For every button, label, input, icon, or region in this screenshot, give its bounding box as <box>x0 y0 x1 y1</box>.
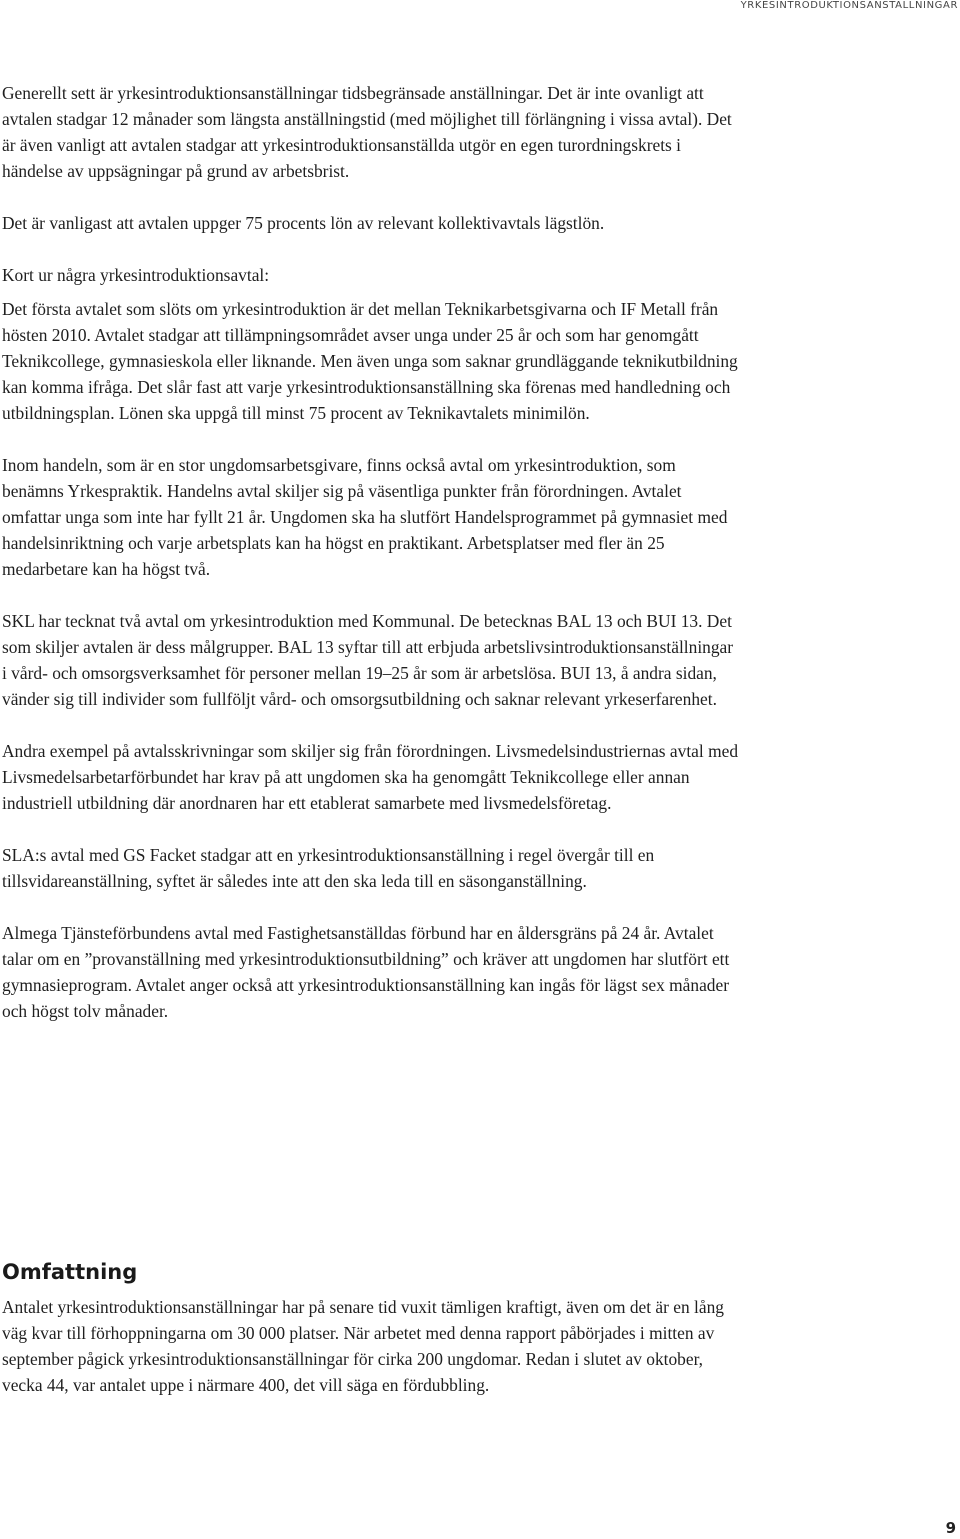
paragraph-handeln: Inom handeln, som är en stor ungdomsarbetsgivare, finns också avtal om yrkesintroduktion, som benämns Yrkespraktik. Handelns avtal skiljer sig på väsentliga punkter från förordningen. Avtalet omfattar unga som inte har fyllt 21 år. Ungdomen ska ha slutfört Handelsprogrammet på gymnasiet med handelsinriktning och varje arbetsplats kan ha högst en praktikant. Arbetsplatser med fler än 25 medarbetare kan ha högst två. <box>2 455 728 579</box>
paragraph-omfattning: Antalet yrkesintroduktionsanställningar har på senare tid vuxit tämligen kraftigt, även om det är en lång väg kvar till förhoppningarna om 30 000 platser. När arbetet med denna rapport påbörjades i mitten av september pågick yrkesintroduktionsanställningar för cirka 200 ungdomar. Redan i slutet av oktober, vecka 44, var antalet uppe i närmare 400, det vill säga en fördubbling. <box>2 1297 724 1395</box>
running-header: YRKESINTRODUKTIONSANSTÄLLNINGAR <box>740 0 958 11</box>
section-heading-omfattning: Omfattning <box>2 1260 138 1284</box>
paragraph-sla: SLA:s avtal med GS Facket stadgar att en yrkesintroduktionsanställning i regel övergår till en tillsvidareanställning, syftet är således inte att den ska leda till en säsonganställning. <box>2 845 655 891</box>
paragraph-almega: Almega Tjänsteförbundens avtal med Fastighetsanställdas förbund har en åldersgräns på 24 år. Avtalet talar om en ”provanställning med yrkesintroduktionsutbildning” och kräver att ungdomen har slutfört ett gymnasieprogram. Avtalet anger också att yrkesintroduktionsanställning kan ingås för lägst sex månader och högst tolv månader. <box>2 923 730 1021</box>
paragraph-employment-duration: Generellt sett är yrkesintroduktionsanställningar tidsbegränsade anställningar. Det är inte ovanligt att avtalen stadgar 12 månader som längsta anställningstid (med möjlighet till förlängning i vissa avtal). Det är även vanligt att avtalen stadgar att yrkesintroduktionsanställda utgör en egen turordningskrets i händelse av uppsägningar på grund av arbetsbrist. <box>2 83 732 181</box>
paragraph-agreements-intro: Kort ur några yrkesintroduktionsavtal: <box>2 265 270 285</box>
paragraph-salary-level: Det är vanligast att avtalen uppger 75 procents lön av relevant kollektivavtals lägstlön. <box>2 213 605 233</box>
body-text <box>2 80 738 1050</box>
page-number: 9 <box>945 1519 956 1537</box>
paragraph-teknikarbetsgivarna: Det första avtalet som slöts om yrkesintroduktion är det mellan Teknikarbetsgivarna och IF Metall från hösten 2010. Avtalet stadgar att tillämpningsområdet avser unga under 25 år och som har genomgått Teknikcollege, gymnasieskola eller liknande. Men även unga som saknar grundläggande teknikutbildning kan komma ifråga. Det slår fast att varje yrkesintroduktionsanställning ska förenas med handledning och utbildningsplan. Lönen ska uppgå till minst 75 procent av Teknikavtalets minimilön. <box>2 299 738 423</box>
paragraph-skl: SKL har tecknat två avtal om yrkesintroduktion med Kommunal. De betecknas BAL 13 och BUI 13. Det som skiljer avtalen är dess målgrupper. BAL 13 syftar till att erbjuda arbetslivsintroduktionsanställningar i vård- och omsorgsverksamhet för personer mellan 19–25 år som är arbetslösa. BUI 13, å andra sidan, vänder sig till individer som fullföljt vård- och omsorgsutbildning och saknar relevant yrkeserfarenhet. <box>2 611 734 709</box>
paragraph-livsmedel: Andra exempel på avtalsskrivningar som skiljer sig från förordningen. Livsmedelsindustriernas avtal med Livsmedelsarbetarförbundet har krav på att ungdomen ska ha genomgått Teknikcollege eller annan industriell utbildning där anordnaren har ett etablerat samarbete med livsmedelsföretag. <box>2 741 739 813</box>
